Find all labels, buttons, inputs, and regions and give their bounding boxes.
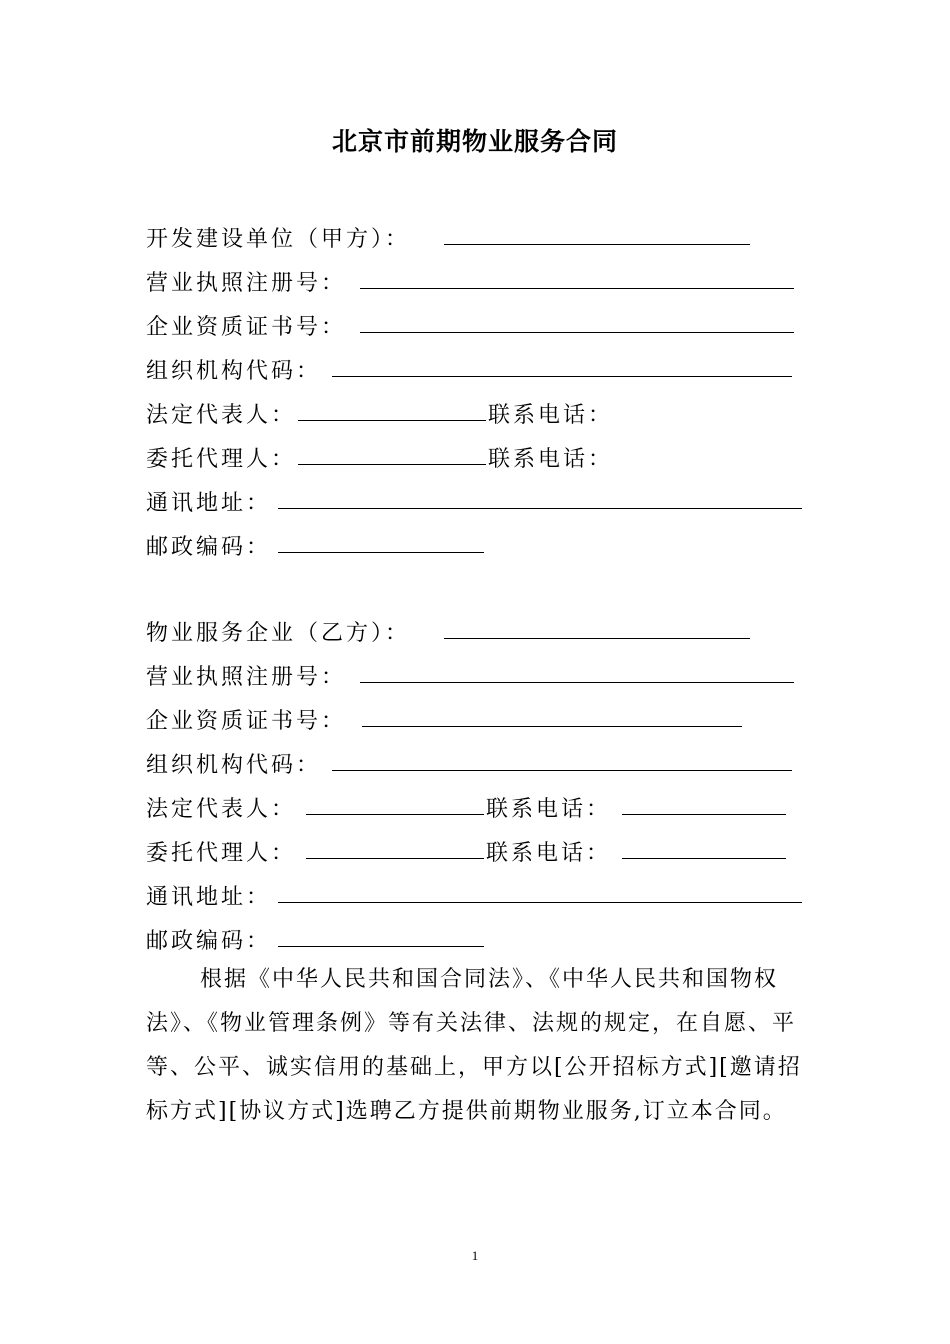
party-b-postcode-blank[interactable] [278,946,484,947]
party-a-qualification-label: 企业资质证书号： [146,315,347,340]
party-a-orgcode-blank[interactable] [332,376,792,377]
party-a-agent-blank[interactable] [298,464,486,465]
party-b-legalrep-blank[interactable] [306,814,484,815]
party-b-postcode-label: 邮政编码： [146,929,272,954]
party-a-legalrep-blank[interactable] [298,420,486,421]
party-a-address-label: 通讯地址： [146,491,272,516]
preamble-paragraph: 根据《中华人民共和国合同法》、《中华人民共和国物权法》、《物业管理条例》等有关法律、法规的规定，在自愿、平等、公平、诚实信用的基础上，甲方以[公开招标方式][邀请招标方式][协议方式]选聘乙方提供前期物业服务,订立本合同。 [146,967,802,1124]
party-a-address-blank[interactable] [278,508,802,509]
party-b-qualification-blank[interactable] [362,726,742,727]
party-a-legalrep-phone-label: 联系电话： [488,403,614,428]
party-b-legalrep-label: 法定代表人： [146,797,297,822]
party-b-legalrep-phone-label: 联系电话： [486,797,612,822]
party-b-qualification-label: 企业资质证书号： [146,709,347,734]
document-title: 北京市前期物业服务合同 [331,127,618,156]
party-b-license-label: 营业执照注册号： [146,665,347,690]
party-a-license-blank[interactable] [360,288,794,289]
party-a-agent-label: 委托代理人： [146,447,297,472]
party-a-license-label: 营业执照注册号： [146,271,347,296]
party-b-heading: 物业服务企业（乙方）： [146,621,411,646]
party-b-orgcode-label: 组织机构代码： [146,753,322,778]
party-b-orgcode-blank[interactable] [332,770,792,771]
page-number: 1 [471,1248,479,1263]
party-a-postcode-label: 邮政编码： [146,535,272,560]
party-b-legalrep-phone-blank[interactable] [622,814,786,815]
party-a-qualification-blank[interactable] [360,332,794,333]
party-b-agent-phone-blank[interactable] [622,858,786,859]
party-a-agent-phone-label: 联系电话： [488,447,614,472]
party-a-heading: 开发建设单位（甲方）： [146,227,411,252]
party-a-legalrep-label: 法定代表人： [146,403,297,428]
party-b-agent-blank[interactable] [306,858,484,859]
party-b-name-blank[interactable] [444,638,750,639]
party-b-address-blank[interactable] [278,902,802,903]
party-a-postcode-blank[interactable] [278,552,484,553]
party-b-agent-phone-label: 联系电话： [486,841,612,866]
party-b-license-blank[interactable] [360,682,794,683]
party-a-orgcode-label: 组织机构代码： [146,359,322,384]
party-a-name-blank[interactable] [444,244,750,245]
party-b-agent-label: 委托代理人： [146,841,297,866]
party-b-address-label: 通讯地址： [146,885,272,910]
